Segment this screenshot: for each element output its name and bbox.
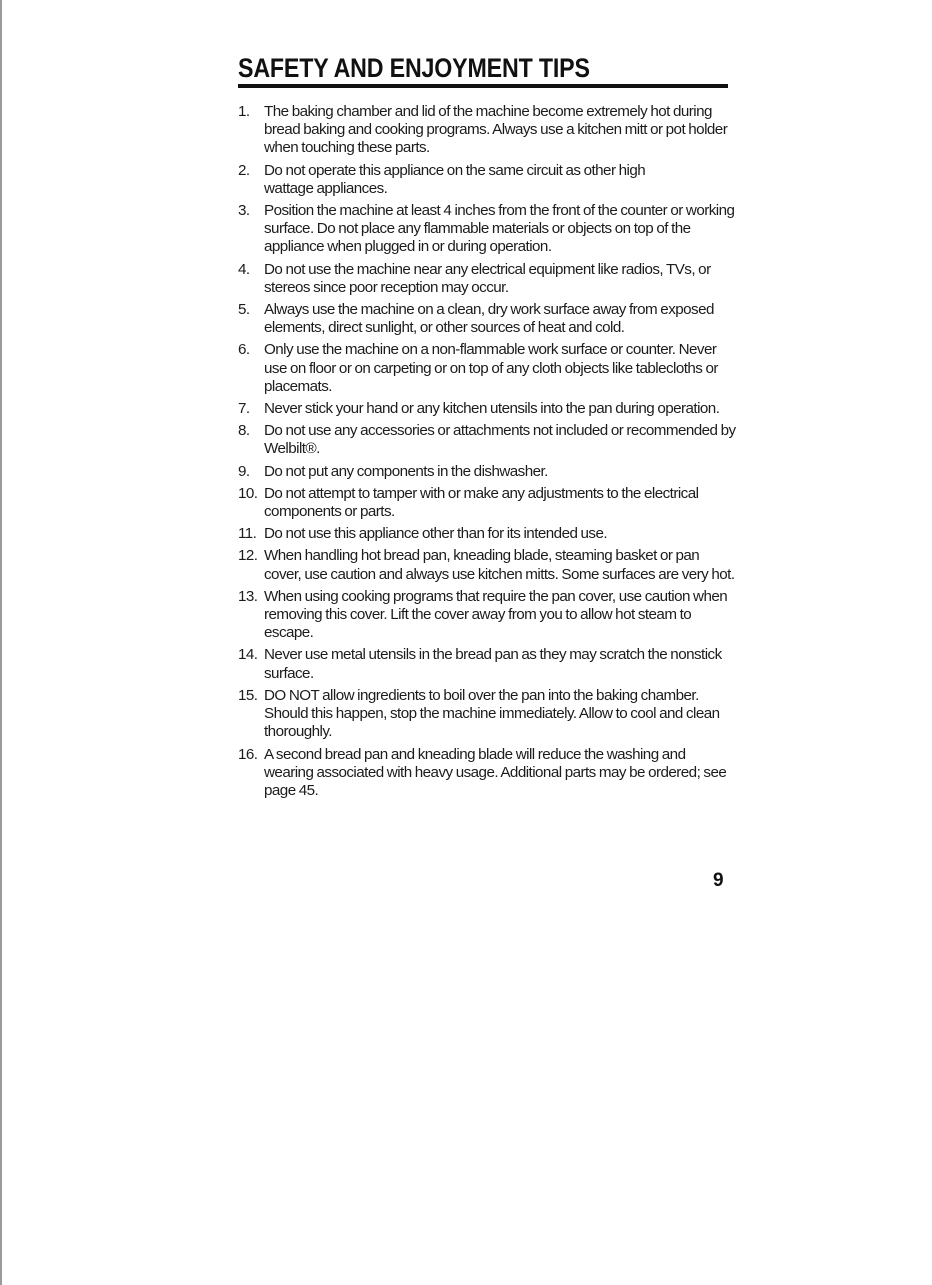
tip-text: Do not attempt to tamper with or make any adjustments to the electrical components or parts. bbox=[264, 484, 699, 521]
safety-tips-list bbox=[236, 103, 736, 804]
tip-text: Never stick your hand or any kitchen utensils into the pan during operation. bbox=[264, 400, 720, 418]
tip-number: 16. bbox=[238, 745, 258, 763]
tip-item-10 bbox=[236, 485, 736, 521]
tip-text: Position the machine at least 4 inches from the front of the counter or working surface. Do not place any flammable materials or objects on top of the appliance when plugged in or during operation. bbox=[264, 202, 735, 256]
tip-text: Do not use this appliance other than for its intended use. bbox=[264, 525, 608, 543]
tip-text: When using cooking programs that require the pan cover, use caution when removing this cover. Lift the cover away from you to allow hot steam to escape. bbox=[264, 587, 728, 642]
tip-item-11 bbox=[236, 525, 736, 543]
page-number: 9 bbox=[713, 870, 724, 891]
tip-text: Do not use any accessories or attachments not included or recommended by Welbilt®. bbox=[264, 422, 736, 458]
tip-text: Do not put any components in the dishwasher. bbox=[264, 462, 548, 480]
tip-item-7 bbox=[236, 400, 736, 418]
tip-number: 8. bbox=[238, 422, 250, 440]
tip-text: Only use the machine on a non-flammable work surface or counter. Never use on floor or on carpeting or on top of any cloth objects like tablecloths or placemats. bbox=[264, 341, 718, 395]
tip-text: Never use metal utensils in the bread pan as they may scratch the nonstick surface. bbox=[264, 646, 722, 682]
tip-item-6 bbox=[236, 341, 736, 396]
tip-item-13 bbox=[236, 588, 736, 643]
tip-text: Do not operate this appliance on the same circuit as other high wattage appliances. bbox=[264, 161, 646, 197]
page-edge-shadow bbox=[0, 0, 2, 1285]
tip-item-8 bbox=[236, 422, 736, 458]
tip-number: 10. bbox=[238, 484, 258, 502]
tip-number: 6. bbox=[238, 341, 250, 359]
tip-text: DO NOT allow ingredients to boil over the pan into the baking chamber. Should this happen, stop the machine immediately. Allow to cool and clean thoroughly. bbox=[264, 686, 720, 741]
tip-item-15 bbox=[236, 687, 736, 742]
tip-text: A second bread pan and kneading blade will reduce the washing and wearing associated with heavy usage. Additional parts may be ordered; see page 45. bbox=[264, 745, 727, 799]
tip-item-3 bbox=[236, 202, 736, 257]
tip-number: 7. bbox=[238, 400, 250, 418]
tip-item-9 bbox=[236, 463, 736, 481]
tip-number: 13. bbox=[238, 587, 258, 605]
tip-number: 11. bbox=[238, 525, 257, 543]
title-underline-rule bbox=[238, 84, 728, 88]
tip-text: The baking chamber and lid of the machine become extremely hot during bread baking and cooking programs. Always use a kitchen mitt or pot holder when touching these parts. bbox=[264, 103, 728, 157]
tip-item-2 bbox=[236, 162, 736, 198]
tip-number: 5. bbox=[238, 301, 250, 319]
tip-number: 14. bbox=[238, 646, 258, 664]
tip-text: Always use the machine on a clean, dry work surface away from exposed elements, direct sunlight, or other sources of heat and cold. bbox=[264, 301, 714, 337]
tip-number: 9. bbox=[238, 462, 250, 480]
tip-number: 12. bbox=[238, 547, 258, 565]
tip-item-4 bbox=[236, 261, 736, 297]
page-title: SAFETY AND ENJOYMENT TIPS bbox=[238, 53, 590, 83]
tip-text: Do not use the machine near any electrical equipment like radios, TVs, or stereos since poor reception may occur. bbox=[264, 260, 711, 296]
tip-number: 4. bbox=[238, 260, 250, 278]
tip-number: 1. bbox=[238, 103, 250, 120]
tip-text: When handling hot bread pan, kneading blade, steaming basket or pan cover, use caution and always use kitchen mitts. Some surfaces are very hot. bbox=[264, 547, 735, 583]
tip-number: 2. bbox=[238, 161, 250, 179]
tip-item-14 bbox=[236, 646, 736, 682]
tip-item-16 bbox=[236, 746, 736, 801]
tip-number: 3. bbox=[238, 202, 250, 220]
tip-item-1 bbox=[236, 103, 736, 158]
tip-number: 15. bbox=[238, 686, 258, 704]
tip-item-12 bbox=[236, 547, 736, 583]
tip-item-5 bbox=[236, 301, 736, 337]
